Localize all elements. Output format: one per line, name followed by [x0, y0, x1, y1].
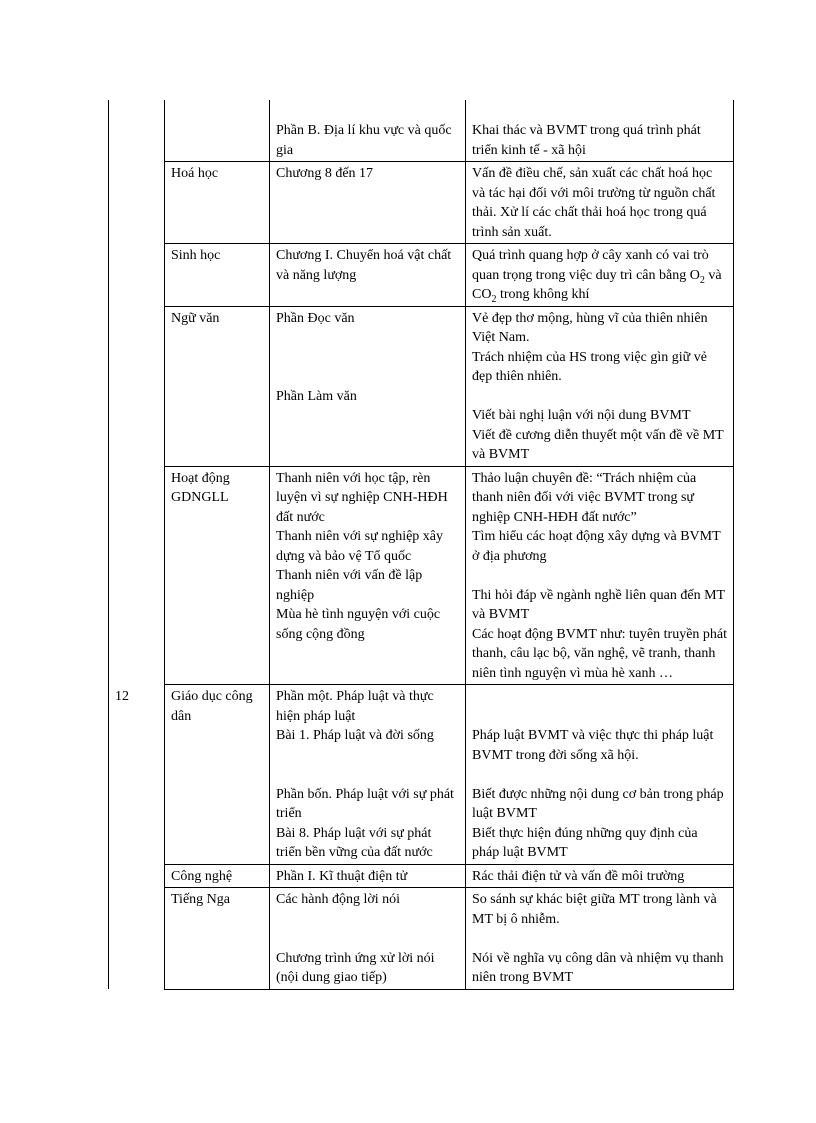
content-cell: Rác thải điện tử và vấn đề môi trường	[466, 864, 734, 888]
section-cell: Các hành động lời nói Chương trình ứng xử lời nói (nội dung giao tiếp)	[270, 888, 466, 990]
content-cell: Pháp luật BVMT và việc thực thi pháp luật BVMT trong đời sống xã hội. Biết được những nội dung cơ bản trong pháp luật BVMT Biết thực hiện đúng những quy định của pháp luật BVMT	[466, 685, 734, 865]
subject-cell: Hoạt động GDNGLL	[165, 466, 270, 685]
subject-cell	[165, 100, 270, 162]
subject-cell: Hoá học	[165, 162, 270, 244]
section-cell: Phần B. Địa lí khu vực và quốc gia	[270, 100, 466, 162]
table-row	[109, 888, 734, 990]
section-cell: Phần một. Pháp luật và thực hiện pháp luật Bài 1. Pháp luật và đời sống Phần bốn. Pháp luật với sự phát triển Bài 8. Pháp luật với sự phát triển bền vững của đất nước	[270, 685, 466, 865]
section-cell: Phần Đọc văn Phần Làm văn	[270, 306, 466, 466]
grade-cell	[109, 100, 165, 685]
section-cell: Phần I. Kĩ thuật điện tử	[270, 864, 466, 888]
table-row	[109, 864, 734, 888]
table-row	[109, 244, 734, 307]
table-row	[109, 162, 734, 244]
content-cell: Khai thác và BVMT trong quá trình phát triển kinh tế - xã hội	[466, 100, 734, 162]
table-row	[109, 466, 734, 685]
content-cell: So sánh sự khác biệt giữa MT trong lành và MT bị ô nhiễm. Nói về nghĩa vụ công dân và nhiệm vụ thanh niên trong BVMT	[466, 888, 734, 990]
section-cell: Thanh niên với học tập, rèn luyện vì sự nghiệp CNH-HĐH đất nước Thanh niên với sự nghiệp xây dựng và bảo vệ Tổ quốc Thanh niên với vấn đề lập nghiệp Mùa hè tình nguyện với cuộc sống cộng đồng	[270, 466, 466, 685]
subject-cell: Giáo dục công dân	[165, 685, 270, 865]
curriculum-table-grade12	[108, 684, 734, 990]
grade-cell: 12	[109, 685, 165, 990]
subject-cell: Công nghệ	[165, 864, 270, 888]
table-row	[109, 100, 734, 162]
content-cell: Thảo luận chuyên đề: “Trách nhiệm của thanh niên đối với việc BVMT trong sự nghiệp CNH-HĐH đất nước” Tìm hiểu các hoạt động xây dựng và BVMT ở địa phương Thi hỏi đáp về ngành nghề liên quan đến MT và BVMT Các hoạt động BVMT như: tuyên truyền phát thanh, câu lạc bộ, văn nghệ, vẽ tranh, thanh niên tình nguyện vì mùa hè xanh …	[466, 466, 734, 685]
content-cell: Vấn đề điều chế, sản xuất các chất hoá học và tác hại đối với môi trường từ nguồn chất thải. Xử lí các chất thải hoá học trong quá trình sản xuất.	[466, 162, 734, 244]
curriculum-table	[108, 100, 734, 685]
subject-cell: Ngữ văn	[165, 306, 270, 466]
table-row	[109, 685, 734, 865]
section-cell: Chương I. Chuyển hoá vật chất và năng lượng	[270, 244, 466, 307]
subject-cell: Sinh học	[165, 244, 270, 307]
content-cell: Quá trình quang hợp ở cây xanh có vai trò quan trọng trong việc duy trì cân bằng $O_2$ và $CO_2$ trong không khí	[466, 244, 734, 307]
content-cell: Vẻ đẹp thơ mộng, hùng vĩ của thiên nhiên Việt Nam. Trách nhiệm của HS trong việc gìn giữ vẻ đẹp thiên nhiên. Viết bài nghị luận với nội dung BVMT Viết đề cương diễn thuyết một vấn đề về MT và BVMT	[466, 306, 734, 466]
section-cell: Chương 8 đến 17	[270, 162, 466, 244]
table-row	[109, 306, 734, 466]
subject-cell: Tiếng Nga	[165, 888, 270, 990]
